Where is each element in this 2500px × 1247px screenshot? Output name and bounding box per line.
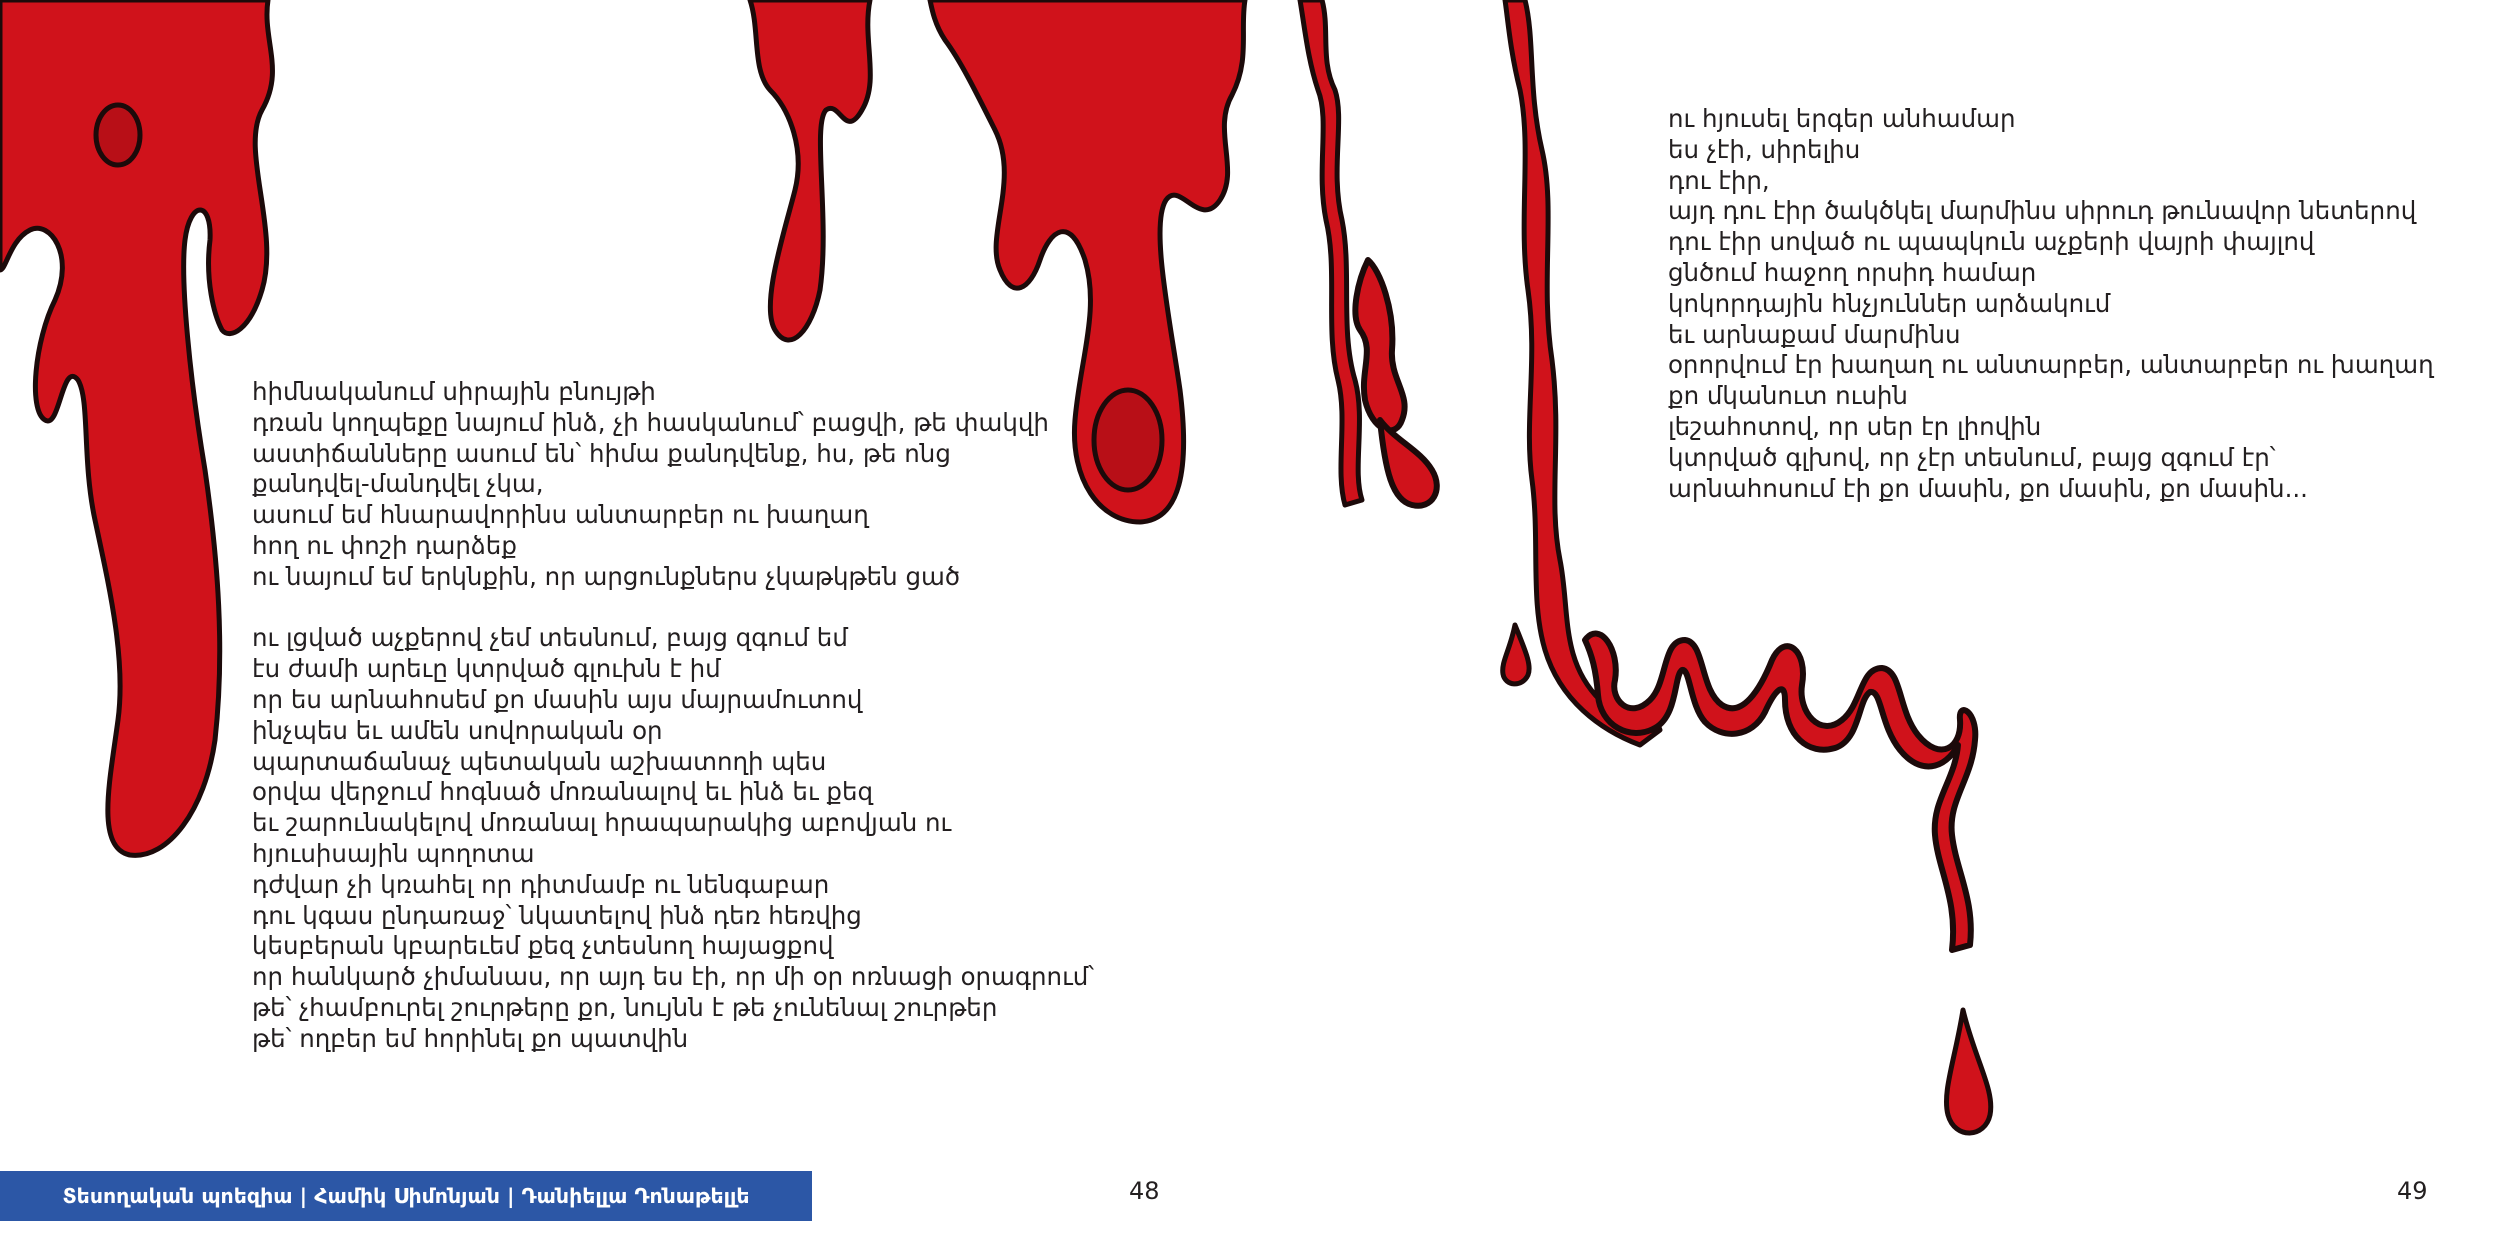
poem-line: կոկորդային հնչյուններ արձակում <box>1668 288 2111 318</box>
page-number-left: 48 <box>1129 1177 1160 1205</box>
poem-line: ինչպես եւ ամեն սովորական օր <box>252 715 663 745</box>
poem-line: ցնծում հաջող որսիդ համար <box>1668 257 2037 287</box>
poem-line: կտրված գլխով, որ չէր տեսնում, բայց զգում էր՝ <box>1668 442 2276 472</box>
footer-banner: Տեսողական պոեզիա | Համիկ Սիմոնյան | Դանիելլա Դոնաթելլե <box>0 1171 812 1221</box>
poem-line: թե՝ ողբեր եմ հորինել քո պատվին <box>252 1023 689 1053</box>
poem-line: դու կգաս ընդառաջ՝ նկատելով ինձ դեռ հեռվից <box>252 900 862 930</box>
blood-drop <box>1094 390 1162 490</box>
poem-line: դժվար չի կռահել որ դիտմամբ ու նենգաբար <box>252 869 830 899</box>
poem-line: եւ արնաքամ մարմինս <box>1668 319 1961 349</box>
poem-line: արնահոսում էի քո մասին, քո մասին, քո մասին... <box>1668 473 2308 503</box>
poem-line: ես չէի, սիրելիս <box>1668 134 1861 164</box>
handwritten-letter <box>1355 260 1404 430</box>
poem-line: ու հյուսել երգեր անհամար <box>1668 104 2016 133</box>
handwritten-letter <box>1380 420 1437 506</box>
poem-line: դռան կողպեքը նայում ինձ, չի հասկանում՝ բացվի, թե փակվի <box>252 407 1049 437</box>
blood-trickle <box>1505 0 1660 745</box>
stanza-break <box>252 593 1094 624</box>
poem-line: աստիճանները ասում են՝ հիմա քանդվենք, հս, թե ոնց <box>252 438 951 468</box>
poem-left-page <box>252 377 1094 1055</box>
blood-drop-falling <box>1946 1010 1990 1133</box>
handwritten-word <box>1585 634 1975 950</box>
blood-drop <box>96 105 140 165</box>
poem-line: եւ շարունակելով մոռանալ հրապարակից աբովյան ու <box>252 808 952 838</box>
poem-line: թե՝ չհամբուրել շուրթերը քո, նույնն է թե չունենալ շուրթեր <box>252 992 998 1022</box>
poem-line: ու լցված աչքերով չեմ տեսնում, բայց զգում եմ <box>252 623 848 653</box>
blood-drip-small <box>750 0 870 340</box>
blood-dot <box>1503 625 1529 684</box>
poem-line: որ հանկարծ չիմանաս, որ այդ ես էի, որ մի օր ոռնացի օրագրում՝ <box>252 962 1095 992</box>
poem-line: դու էիր սոված ու պապկուն աչքերի վայրի փայլով <box>1668 227 2315 257</box>
poem-line: դու էիր, <box>1668 165 1770 195</box>
poem-line: քո մկանուտ ուսին <box>1668 381 1908 411</box>
poem-line: օրորվում էր խաղաղ ու անտարբեր, անտարբեր ու խաղաղ <box>1668 350 2434 380</box>
poem-line: կեսբերան կբարեւեմ քեզ չտեսնող հայացքով <box>252 931 834 961</box>
poem-line: հող ու փոշի դարձեք <box>252 530 517 560</box>
blood-trickle <box>1300 0 1362 505</box>
poem-right-page <box>1668 104 2434 504</box>
poem-line: ու նայում եմ երկնքին, որ արցունքներս չկաթկթեն ցած <box>252 561 961 591</box>
poem-line: օրվա վերջում հոգնած մոռանալով եւ ինձ եւ քեզ <box>252 777 874 807</box>
poem-line: էս ժամի արեւը կտրված գլուխն է իմ <box>252 654 721 684</box>
poem-line: քանդվել-մանդվել չկա, <box>252 469 544 499</box>
poem-line: հիմնականում սիրային բնույթի <box>252 377 656 406</box>
poem-line: որ ես արնահոսեմ քո մասին այս մայրամուտով <box>252 684 863 714</box>
page-number-right: 49 <box>2397 1177 2428 1205</box>
poem-line: ասում եմ հնարավորինս անտարբեր ու խաղաղ <box>252 500 869 530</box>
poem-line: այդ դու էիր ծակծկել մարմինս սիրուդ թունավոր նետերով <box>1668 196 2417 226</box>
poem-line: պարտաճանաչ պետական աշխատողի պես <box>252 746 827 776</box>
poem-line: հյուսիսային պողոտա <box>252 838 535 868</box>
poem-line: լեշահոտով, որ սեր էր լիովին <box>1668 411 2042 441</box>
